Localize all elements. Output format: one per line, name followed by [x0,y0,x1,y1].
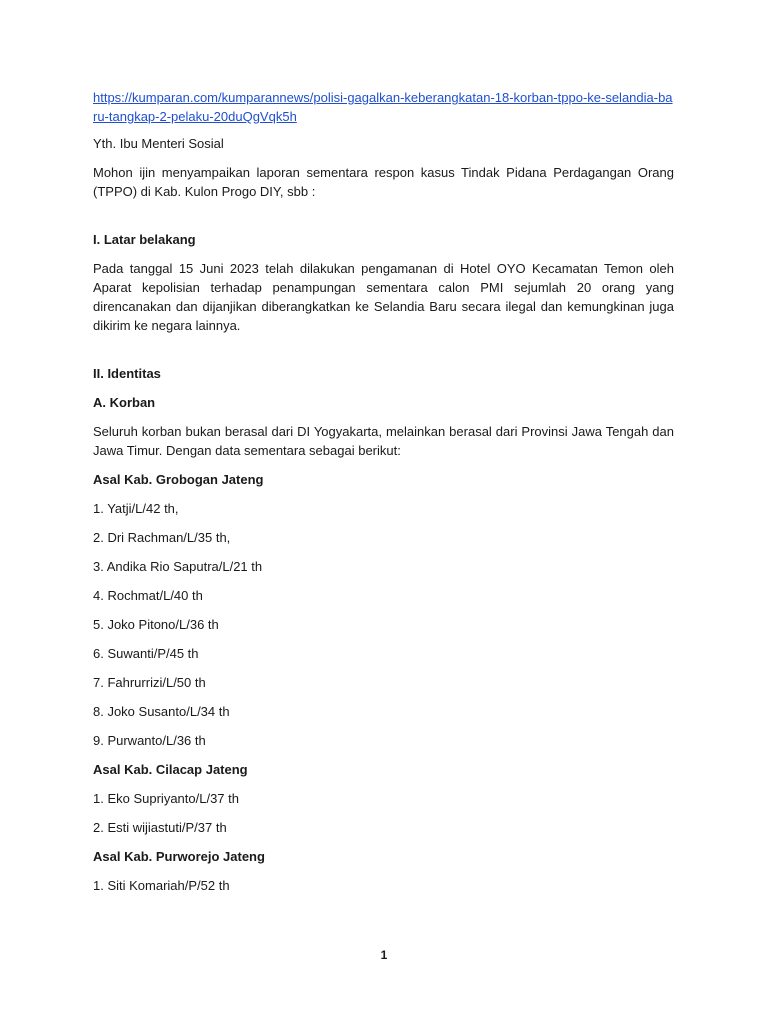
page-number: 1 [380,948,388,962]
background-paragraph: Pada tanggal 15 Juni 2023 telah dilakukan pengamanan di Hotel OYO Kecamatan Temon oleh Aparat kepolisian terhadap penampungan sementara calon PMI sejumlah 20 orang yang direncanakan dan dijanjikan diberangkatkan ke Selandia Baru secara ilegal dan kemungkinan juga dikirim ke negara lainnya. [93,261,674,333]
list-item: 2. Esti wijiastuti/P/37 th [93,820,227,835]
intro-paragraph: Mohon ijin menyampaikan laporan sementara respon kasus Tindak Pidana Perdagangan Orang (TPPO) di Kab. Kulon Progo DIY, sbb : [93,165,674,199]
victim-group-grobogan [93,470,674,750]
spacer [93,211,674,230]
salutation: Yth. Ibu Menteri Sosial [93,136,224,151]
group-heading: Asal Kab. Grobogan Jateng [93,472,264,487]
source-link[interactable]: https://kumparan.com/kumparannews/polisi-gagalkan-keberangkatan-18-korban-tppo-ke-selandia-baru-tangkap-2-pelaku-20duQgVqk5h [93,90,673,124]
group-heading: Asal Kab. Cilacap Jateng [93,762,248,777]
victims-paragraph: Seluruh korban bukan berasal dari DI Yogyakarta, melainkan berasal dari Provinsi Jawa Tengah dan Jawa Timur. Dengan data sementara sebagai berikut: [93,424,674,458]
list-item: 8. Joko Susanto/L/34 th [93,704,230,719]
list-item: 1. Siti Komariah/P/52 th [93,878,230,893]
list-item: 6. Suwanti/P/45 th [93,646,199,661]
list-item: 3. Andika Rio Saputra/L/21 th [93,559,263,574]
list-item: 5. Joko Pitono/L/36 th [93,617,219,632]
section-heading-background: I. Latar belakang [93,232,196,247]
document-page [93,88,674,905]
section-heading-identity: II. Identitas [93,366,161,381]
victim-group-cilacap [93,760,674,837]
group-heading: Asal Kab. Purworejo Jateng [93,849,265,864]
list-item: 2. Dri Rachman/L/35 th, [93,530,231,545]
victim-group-purworejo [93,847,674,895]
list-item: 7. Fahrurrizi/L/50 th [93,675,206,690]
list-item: 4. Rochmat/L/40 th [93,588,203,603]
spacer [93,345,674,364]
list-item: 9. Purwanto/L/36 th [93,733,206,748]
subsection-heading-victims: A. Korban [93,395,156,410]
list-item: 1. Eko Supriyanto/L/37 th [93,791,239,806]
list-item: 1. Yatji/L/42 th, [93,501,179,516]
